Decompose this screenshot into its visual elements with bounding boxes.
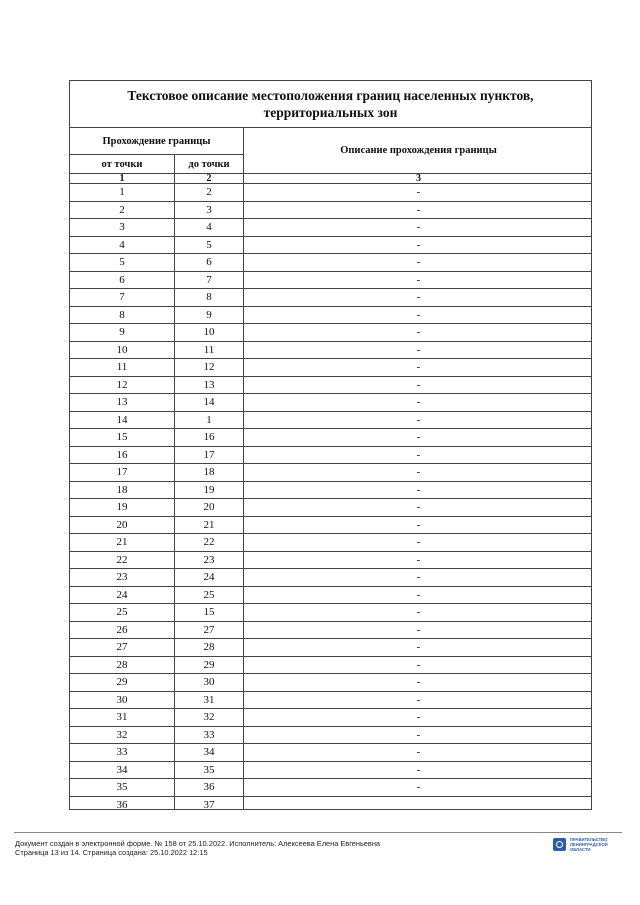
table-row <box>70 394 592 412</box>
from-point-cell: 13 <box>70 394 175 411</box>
to-point-cell: 34 <box>175 744 244 761</box>
from-point-cell: 31 <box>70 709 175 726</box>
description-cell: - <box>416 361 421 374</box>
description-cell: - <box>416 378 421 391</box>
from-point-cell: 23 <box>70 569 175 586</box>
description-cell: - <box>416 291 421 304</box>
table-row <box>70 622 592 640</box>
description-cell: - <box>416 501 421 514</box>
description-cell: - <box>416 466 421 479</box>
to-point-cell: 27 <box>175 622 244 639</box>
description-cell: - <box>416 448 421 461</box>
description-cell: - <box>416 728 421 741</box>
table-row <box>70 429 592 447</box>
logo-line-2: ЛЕНИНГРАДСКОЙ <box>570 841 608 847</box>
from-point-cell: 8 <box>70 307 175 324</box>
to-point-cell: 29 <box>175 657 244 674</box>
description-cell: - <box>416 606 421 619</box>
to-point-cell: 11 <box>175 342 244 359</box>
table-row <box>70 569 592 587</box>
table-row <box>70 762 592 780</box>
table-row <box>70 184 592 202</box>
government-logo <box>553 838 608 852</box>
table-row <box>70 674 592 692</box>
header-to-point: до точки <box>175 155 244 174</box>
from-point-cell: 25 <box>70 604 175 621</box>
description-cell: - <box>416 746 421 759</box>
from-point-cell: 11 <box>70 359 175 376</box>
to-point-cell: 19 <box>175 482 244 499</box>
from-point-cell: 18 <box>70 482 175 499</box>
from-point-cell: 4 <box>70 237 175 254</box>
to-point-cell: 16 <box>175 429 244 446</box>
description-cell: - <box>416 588 421 601</box>
to-point-cell: 37 <box>175 797 244 811</box>
to-point-cell: 5 <box>175 237 244 254</box>
from-point-cell: 28 <box>70 657 175 674</box>
description-cell: - <box>416 396 421 409</box>
table-row <box>70 692 592 710</box>
table-row <box>70 797 592 811</box>
to-point-cell: 23 <box>175 552 244 569</box>
table-row <box>70 272 592 290</box>
table-row <box>70 289 592 307</box>
header-description: Описание прохождения границы <box>244 128 592 174</box>
to-point-cell: 9 <box>175 307 244 324</box>
to-point-cell: 13 <box>175 377 244 394</box>
description-cell: - <box>416 763 421 776</box>
table-row <box>70 517 592 535</box>
to-point-cell: 14 <box>175 394 244 411</box>
from-point-cell: 26 <box>70 622 175 639</box>
to-point-cell: 24 <box>175 569 244 586</box>
table-row <box>70 744 592 762</box>
table-row <box>70 657 592 675</box>
to-point-cell: 25 <box>175 587 244 604</box>
to-point-cell: 3 <box>175 202 244 219</box>
header-boundary-passage: Прохождение границы <box>70 128 244 155</box>
to-point-cell: 2 <box>175 184 244 201</box>
footer-divider <box>14 832 622 833</box>
description-cell: - <box>416 431 421 444</box>
description-cell: - <box>416 221 421 234</box>
table-row <box>70 447 592 465</box>
to-point-cell: 18 <box>175 464 244 481</box>
from-point-cell: 33 <box>70 744 175 761</box>
title-line-1: Текстовое описание местоположения границ населенных пунктов, <box>127 88 534 103</box>
to-point-cell: 8 <box>175 289 244 306</box>
description-cell: - <box>416 711 421 724</box>
table-row <box>70 482 592 500</box>
to-point-cell: 17 <box>175 447 244 464</box>
table-body <box>70 174 592 810</box>
header-from-point: от точки <box>70 155 175 174</box>
description-cell: - <box>416 641 421 654</box>
description-cell: - <box>416 693 421 706</box>
from-point-cell: 22 <box>70 552 175 569</box>
description-cell: - <box>416 186 421 199</box>
from-point-cell: 27 <box>70 639 175 656</box>
table-row <box>70 727 592 745</box>
description-cell: - <box>416 623 421 636</box>
from-point-cell: 29 <box>70 674 175 691</box>
description-cell: - <box>416 203 421 216</box>
to-point-cell: 21 <box>175 517 244 534</box>
to-point-cell: 15 <box>175 604 244 621</box>
description-cell: - <box>416 273 421 286</box>
boundary-table-frame <box>69 80 592 810</box>
table-row <box>70 587 592 605</box>
description-cell: - <box>416 256 421 269</box>
to-point-cell: 22 <box>175 534 244 551</box>
from-point-cell: 2 <box>70 202 175 219</box>
description-cell: - <box>416 308 421 321</box>
from-point-cell: 10 <box>70 342 175 359</box>
description-cell: - <box>416 343 421 356</box>
from-point-cell: 34 <box>70 762 175 779</box>
table-row <box>70 377 592 395</box>
from-point-cell: 5 <box>70 254 175 271</box>
to-point-cell: 28 <box>175 639 244 656</box>
from-point-cell: 3 <box>70 219 175 236</box>
table-row <box>70 359 592 377</box>
table-row <box>70 324 592 342</box>
description-cell: - <box>416 781 421 794</box>
table-row <box>70 499 592 517</box>
to-point-cell: 30 <box>175 674 244 691</box>
from-point-cell: 20 <box>70 517 175 534</box>
from-point-cell: 1 <box>70 184 175 201</box>
from-point-cell: 35 <box>70 779 175 796</box>
from-point-cell: 7 <box>70 289 175 306</box>
table-row <box>70 254 592 272</box>
to-point-cell: 6 <box>175 254 244 271</box>
from-point-cell: 19 <box>70 499 175 516</box>
description-cell: - <box>416 238 421 251</box>
table-row <box>70 552 592 570</box>
from-point-cell: 16 <box>70 447 175 464</box>
description-cell: - <box>416 326 421 339</box>
description-cell: - <box>416 676 421 689</box>
table-row <box>70 639 592 657</box>
table-row <box>70 219 592 237</box>
footer-line-1: Документ создан в электронной форме. № 158 от 25.10.2022. Исполнитель: Алексеева Елена Евгеньевна <box>15 839 381 848</box>
description-cell: - <box>416 518 421 531</box>
from-point-cell: 15 <box>70 429 175 446</box>
to-point-cell: 12 <box>175 359 244 376</box>
to-point-cell: 10 <box>175 324 244 341</box>
from-point-cell: 21 <box>70 534 175 551</box>
table-row <box>70 237 592 255</box>
to-point-cell: 20 <box>175 499 244 516</box>
column-number-row <box>70 174 592 184</box>
description-cell: - <box>416 413 421 426</box>
footer-line-2: Страница 13 из 14. Страница создана: 25.10.2022 12:15 <box>15 848 208 857</box>
from-point-cell: 24 <box>70 587 175 604</box>
to-point-cell: 7 <box>175 272 244 289</box>
table-row <box>70 342 592 360</box>
coat-of-arms-icon <box>553 838 566 851</box>
description-cell <box>244 797 592 811</box>
to-point-cell: 4 <box>175 219 244 236</box>
title-line-2: территориальных зон <box>263 105 398 120</box>
logo-text <box>570 838 608 852</box>
from-point-cell: 14 <box>70 412 175 429</box>
footer <box>15 839 380 857</box>
description-cell: - <box>416 536 421 549</box>
to-point-cell: 1 <box>175 412 244 429</box>
description-cell: - <box>416 553 421 566</box>
from-point-cell: 36 <box>70 797 175 811</box>
table-row <box>70 534 592 552</box>
description-cell: - <box>416 658 421 671</box>
table-row <box>70 709 592 727</box>
to-point-cell: 31 <box>175 692 244 709</box>
table-row <box>70 464 592 482</box>
to-point-cell: 36 <box>175 779 244 796</box>
description-cell: - <box>416 571 421 584</box>
table-row <box>70 202 592 220</box>
column-number: 3 <box>416 173 421 184</box>
table-row <box>70 412 592 430</box>
table-row <box>70 604 592 622</box>
to-point-cell: 35 <box>175 762 244 779</box>
from-point-cell: 32 <box>70 727 175 744</box>
from-point-cell: 17 <box>70 464 175 481</box>
to-point-cell: 33 <box>175 727 244 744</box>
column-number: 2 <box>175 174 244 183</box>
logo-line-3: ОБЛАСТИ <box>570 846 591 852</box>
description-cell: - <box>416 483 421 496</box>
table-row <box>70 779 592 797</box>
column-number: 1 <box>70 174 175 183</box>
from-point-cell: 6 <box>70 272 175 289</box>
from-point-cell: 30 <box>70 692 175 709</box>
page-title <box>70 81 591 128</box>
table-row <box>70 307 592 325</box>
to-point-cell: 32 <box>175 709 244 726</box>
from-point-cell: 12 <box>70 377 175 394</box>
from-point-cell: 9 <box>70 324 175 341</box>
logo-line-1: ПРАВИТЕЛЬСТВО <box>570 837 608 842</box>
